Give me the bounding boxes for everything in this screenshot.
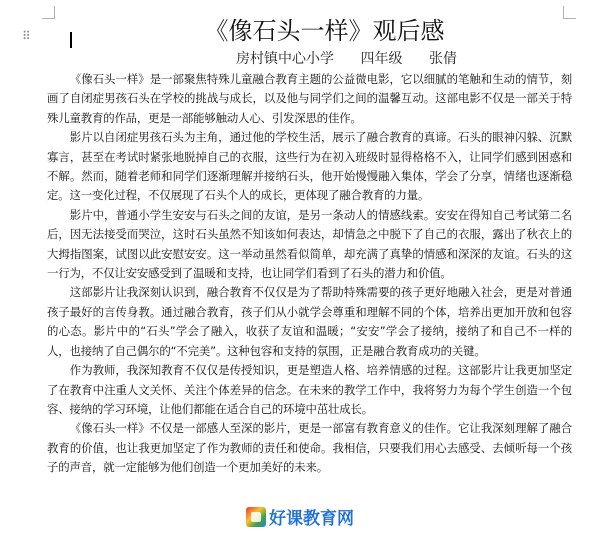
document-page[interactable] — [47, 14, 572, 478]
paragraph-5: 作为教师，我深知教育不仅仅是传授知识，更是塑造人格、培养情感的过程。这部影片让我更加坚定了在教育中注重人文关怀、关注个体差异的信念。在未来的教学工作中，我将努力为每个学生创造一个包容、接纳的学习环境，让他们都能在适合自己的环境中茁壮成长。 — [47, 363, 572, 416]
paragraph-3: 影片中，普通小学生安安与石头之间的友谊，是另一条动人的情感线索。安安在得知自己考试第二名后，因无法接受而哭泣，这时石头虽然不知该如何表达，却情急之中脱下了自己的衣服，露出了秋衣上的大拇指图案，试图以此安慰安安。这一举动虽然看似简单，却充满了真挚的情感和深深的友谊。石头的这一行为，不仅让安安感受到了温暖和支持，也让同学们看到了石头的潜力和价值。 — [47, 207, 572, 281]
paragraph-2: 影片以自闭症男孩石头为主角，通过他的学校生活，展示了融合教育的真谛。石头的眼神闪躲、沉默寡言，甚至在考试时紧张地脱掉自己的衣服，这些行为在初入班级时显得格格不入，让同学们感到困惑和不解。然而，随着老师和同学们逐渐理解并接纳石头，他开始慢慢融入集体，学会了分享，情绪也逐渐稳定。这一变化过程，不仅展现了石头个人的成长，更体现了融合教育的力量。 — [47, 130, 572, 203]
watermark-text: 好课教育网 — [269, 509, 354, 529]
document-title: 《像石头一样》观后感 — [204, 17, 445, 45]
drag-handle-icon[interactable]: ⠿ — [22, 29, 30, 43]
watermark-logo-icon — [246, 507, 266, 527]
paragraph-4: 这部影片让我深刻认识到，融合教育不仅仅是为了帮助特殊需要的孩子更好地融入社会，更是对普通孩子最好的言传身教。通过融合教育，孩子们从小就学会尊重和理解不同的个体，培养出更加开放和包容的心态。影片中的“石头”学会了融入，收获了友谊和温暖；“安安”学会了接纳，接纳了和自己不一样的人，也接纳了自己偶尔的“不完美”。这种包容和支持的氛围，正是融合教育成功的关键。 — [47, 285, 572, 358]
paragraph-1: 《像石头一样》是一部聚焦特殊儿童融合教育主题的公益微电影，它以细腻的笔触和生动的情节，刻画了自闭症男孩石头在学校的挑战与成长，以及他与同学们之间的温馨互动。这部电影不仅是一部关于特殊儿童教育的作品，更是一部能够触动人心、引发深思的佳作。 — [47, 72, 572, 125]
grade: 四年级 — [360, 51, 403, 67]
author-name: 张倩 — [428, 51, 457, 67]
school-name: 房村镇中心小学 — [236, 51, 335, 67]
byline — [47, 48, 572, 70]
watermark — [244, 503, 356, 530]
paragraph-6: 《像石头一样》不仅是一部感人至深的影片，更是一部富有教育意义的佳作。它让我深刻理解了融合教育的价值，也让我更加坚定了作为教师的责任和使命。我相信，只要我们用心去感受、去倾听每一个孩子的声音，就一定能够为他们创造一个更加美好的未来。 — [47, 421, 572, 475]
